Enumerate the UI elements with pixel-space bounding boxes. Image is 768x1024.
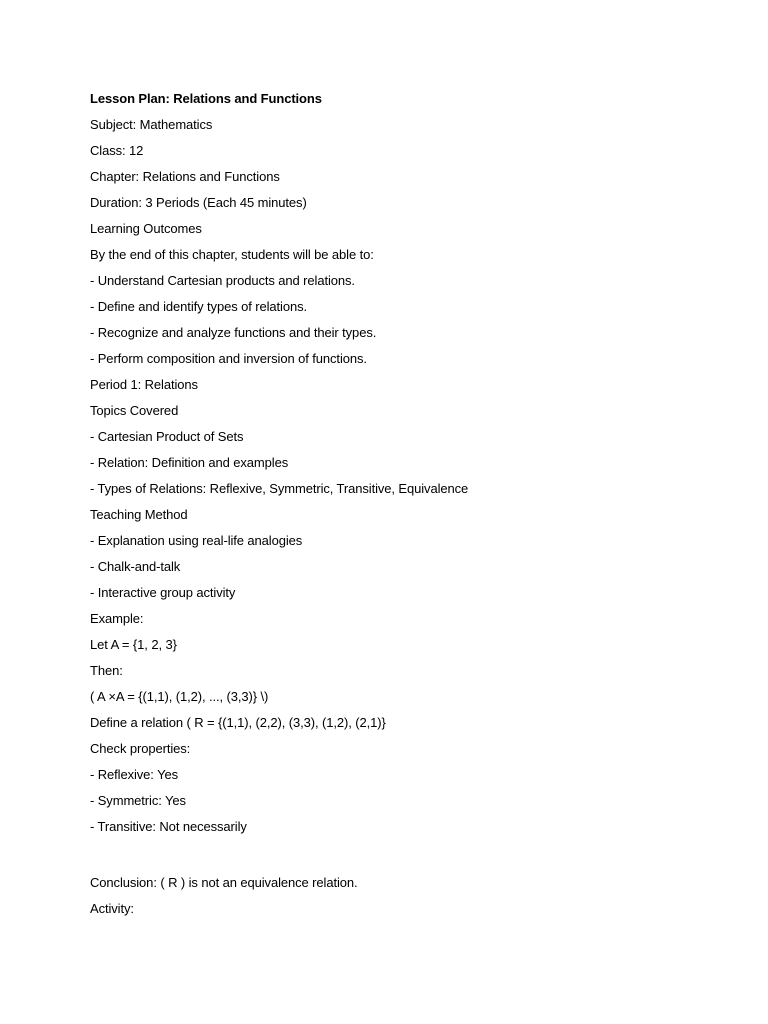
example-line: Check properties:	[90, 741, 191, 756]
teaching-method-item: - Explanation using real-life analogies	[90, 533, 303, 548]
topic-item: - Relation: Definition and examples	[90, 455, 289, 470]
duration-line: Duration: 3 Periods (Each 45 minutes)	[90, 195, 307, 210]
property-item: - Transitive: Not necessarily	[90, 819, 247, 834]
property-item: - Symmetric: Yes	[90, 793, 186, 808]
example-heading: Example:	[90, 611, 144, 626]
teaching-method-item: - Chalk-and-talk	[90, 559, 181, 574]
topics-heading: Topics Covered	[90, 403, 179, 418]
teaching-method-heading: Teaching Method	[90, 507, 188, 522]
period1-heading: Period 1: Relations	[90, 377, 198, 392]
outcome-item: - Define and identify types of relations.	[90, 299, 308, 314]
outcomes-intro: By the end of this chapter, students will be able to:	[90, 247, 374, 262]
document-title: Lesson Plan: Relations and Functions	[90, 91, 322, 106]
topic-item: - Cartesian Product of Sets	[90, 429, 244, 444]
class-line: Class: 12	[90, 143, 144, 158]
learning-outcomes-heading: Learning Outcomes	[90, 221, 202, 236]
example-line: ( A ×A = {(1,1), (1,2), ..., (3,3)} \)	[90, 689, 269, 704]
teaching-method-item: - Interactive group activity	[90, 585, 236, 600]
example-line: Define a relation ( R = {(1,1), (2,2), (3,3), (1,2), (2,1)}	[90, 715, 386, 730]
example-line: Then:	[90, 663, 123, 678]
property-item: - Reflexive: Yes	[90, 767, 179, 782]
subject-line: Subject: Mathematics	[90, 117, 213, 132]
outcome-item: - Understand Cartesian products and relations.	[90, 273, 355, 288]
chapter-line: Chapter: Relations and Functions	[90, 169, 280, 184]
outcome-item: - Recognize and analyze functions and their types.	[90, 325, 377, 340]
outcome-item: - Perform composition and inversion of functions.	[90, 351, 367, 366]
conclusion-line: Conclusion: ( R ) is not an equivalence relation.	[90, 875, 358, 890]
topic-item: - Types of Relations: Reflexive, Symmetric, Transitive, Equivalence	[90, 481, 469, 496]
activity-heading: Activity:	[90, 901, 134, 916]
example-line: Let A = {1, 2, 3}	[90, 637, 177, 652]
